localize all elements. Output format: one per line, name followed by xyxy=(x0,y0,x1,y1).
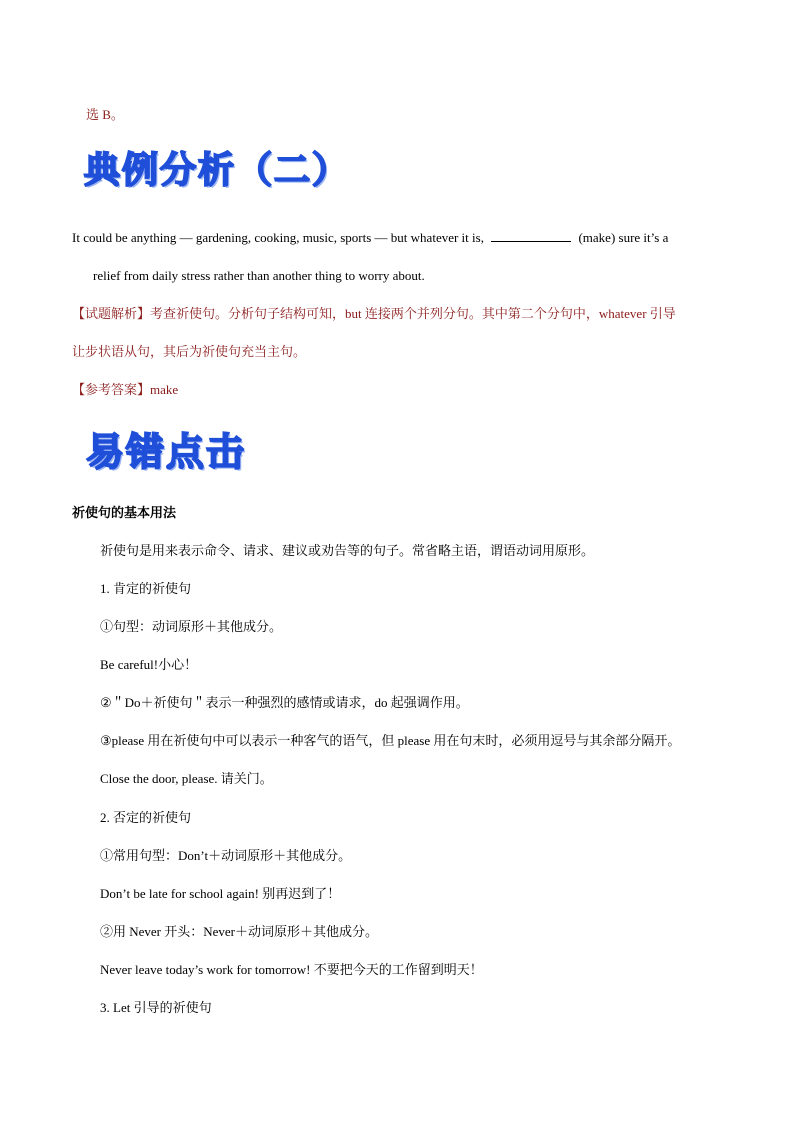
content-line: Don’t be late for school again! 别再迟到了！ xyxy=(100,886,341,901)
question-text-part2: (make) sure it’s a xyxy=(578,230,669,245)
content-line: 祈使句是用来表示命令、请求、建议或劝告等的句子。常省略主语，谓语动词用原形。 xyxy=(100,543,595,558)
content-line: ②用 Never 开头：Never＋动词原形＋其他成分。 xyxy=(100,924,379,939)
subheading-imperative-usage: 祈使句的基本用法 xyxy=(72,505,177,520)
content-line: Close the door, please. 请关门。 xyxy=(100,771,273,786)
section-title-common-mistakes: 易错点击 xyxy=(86,430,247,474)
reference-answer-value: make xyxy=(150,382,179,397)
reference-answer-label: 【参考答案】 xyxy=(72,382,151,397)
section-title-typical-example: 典例分析（二） xyxy=(84,150,351,191)
content-line: ③please 用在祈使句中可以表示一种客气的语气，但 please 用在句末时，必须用逗号与其余部分隔开。 xyxy=(100,733,681,748)
analysis-line-2: 让步状语从句，其后为祈使句充当主句。 xyxy=(72,344,307,359)
answer-blank xyxy=(491,229,571,242)
analysis-line-1 xyxy=(72,305,676,323)
question-text-part1: It could be anything — gardening, cooking, music, sports — but whatever it is, xyxy=(72,230,484,245)
content-line: ①句型：动词原形＋其他成分。 xyxy=(100,619,283,634)
question-line-1 xyxy=(72,229,668,247)
answer-choice-text: 选 B。 xyxy=(86,107,124,122)
content-line: Be careful!小心！ xyxy=(100,657,198,672)
content-line: 1. 肯定的祈使句 xyxy=(100,581,192,596)
reference-answer xyxy=(72,381,178,399)
content-line: ①常用句型：Don’t＋动词原形＋其他成分。 xyxy=(100,848,352,863)
content-line: 3. Let 引导的祈使句 xyxy=(100,1000,212,1015)
content-line: ②＂Do＋祈使句＂表示一种强烈的感情或请求，do 起强调作用。 xyxy=(100,695,469,710)
analysis-text-1: 考查祈使句。分析句子结构可知，but 连接两个并列分句。其中第二个分句中，whatever 引导 xyxy=(150,306,676,321)
analysis-label: 【试题解析】 xyxy=(72,306,151,321)
question-line-2: relief from daily stress rather than another thing to worry about. xyxy=(93,268,425,283)
content-line: 2. 否定的祈使句 xyxy=(100,810,192,825)
content-line: Never leave today’s work for tomorrow! 不要把今天的工作留到明天！ xyxy=(100,962,483,977)
